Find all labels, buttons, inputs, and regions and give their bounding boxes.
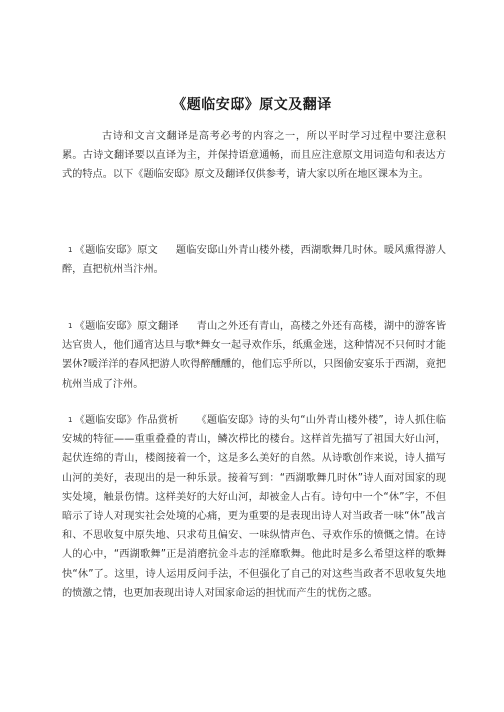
- section-marker: 1: [68, 416, 73, 424]
- page-title: 《题临安邸》原文及翻译: [172, 97, 332, 113]
- section-translation: [62, 317, 446, 394]
- section-marker: 1: [68, 246, 73, 254]
- section-heading: 《题临安邸》原文: [74, 245, 158, 256]
- section-heading: 《题临安邸》原文翻译: [74, 321, 179, 332]
- section-text: 青山之外还有青山，高楼之外还有高楼，湖中的游客皆达官贵人，他们通宵达旦与歌*舞女一起寻欢作乐，纸熏金迷，这种情况不只何时才能罢休?暖洋洋的春风把游人吹得醉醺醺的，他们忘乎所以，只图偷安宴乐于西湖，竟把杭州当成了汴州。: [62, 321, 447, 390]
- section-appreciation: [62, 411, 446, 603]
- section-original: [62, 241, 446, 279]
- section-text: 题临安邸山外青山楼外楼，西湖歌舞几时休。暖风熏得游人醉，直把杭州当汴州。: [62, 245, 447, 276]
- intro-paragraph: 古诗和文言文翻译是高考必考的内容之一，所以平时学习过程中要注意积累。古诗文翻译要以直译为主，并保持语意通畅，而且应注意原文用词造句和表达方式的特点。以下《题临安邸》原文及翻译仅供参考，请大家以所在地区课本为主。: [62, 131, 446, 181]
- section-heading: 《题临安邸》作品赏析: [74, 415, 179, 426]
- section-marker: 1: [68, 322, 73, 330]
- section-text: 《题临安邸》诗的头句“山外青山楼外楼”，诗人抓住临安城的特征——重重叠叠的青山，鳞次栉比的楼台。这样首先描写了祖国大好山河，起伏连绵的青山，楼阁接着一个，这是多么美好的自然。从诗歌创作来说，诗人描写山河的美好，表现出的是一种乐景。接着写到：“西湖歌舞几时休”诗人面对国家的现实处境，触景伤情。这样美好的大好山河，却被金人占有。诗句中一个“休”字，不但暗示了诗人对现实社会处境的心痛，更为重要的是表现出诗人对当政者一味“休”战言和、不思收复中原失地、只求苟且偏安、一味纵情声色、寻欢作乐的愤慨之情。在诗人的心中，“西湖歌舞”正是消磨抗金斗志的淫靡歌舞。他此时是多么希望这样的歌舞快“休”了。这里，诗人运用反问手法，不但强化了自己的对这些当政者不思收复失地的愤激之情，也更加表现出诗人对国家命运的担忧而产生的忧伤之感。: [62, 415, 447, 599]
